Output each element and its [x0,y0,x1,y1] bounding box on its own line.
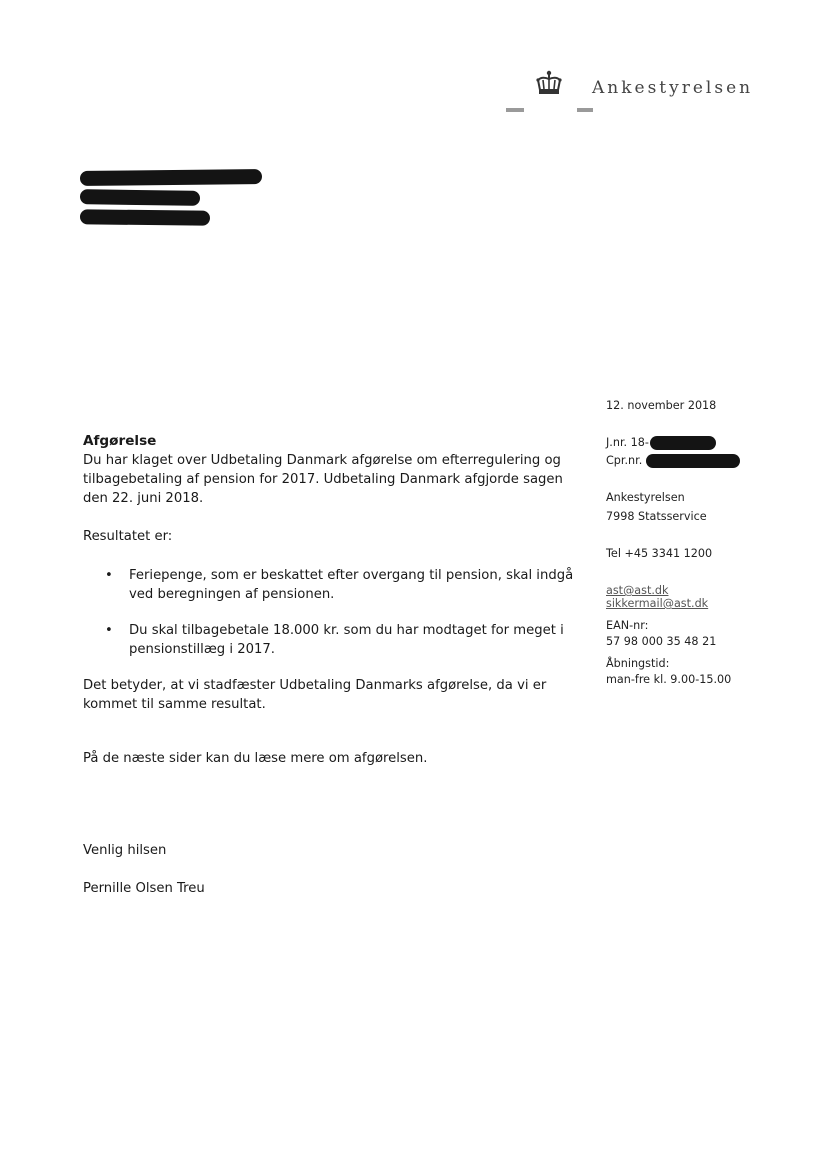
journal-number-label: J.nr. 18- [606,436,649,449]
phone-number: Tel +45 3341 1200 [606,547,713,560]
organization-logo-text: Ankestyrelsen [592,78,754,98]
sender-info-sidebar [606,398,816,688]
list-item [83,566,583,604]
letter-conclusion: Det betyder, at vi stadfæster Udbetaling Danmarks afgørelse, da vi er kommet til samme resultat. [83,678,547,712]
redaction-bar [646,454,740,468]
email-link[interactable]: ast@ast.dk [606,584,669,597]
ean-value: 57 98 000 35 48 21 [606,635,717,648]
result-text: Feriepenge, som er beskattet efter overgang til pension, skal indgå ved beregningen af pensionen. [129,568,574,602]
signature-name: Pernille Olsen Treu [83,881,205,896]
logo-decoration-right [577,108,593,112]
org-address: 7998 Statsservice [606,510,707,523]
redaction-bar [80,209,210,225]
bullet-icon: • [105,623,113,638]
bullet-icon: • [105,568,113,583]
cpr-number [606,453,816,469]
logo-decoration-left [506,108,524,112]
recipient-address-redacted [80,168,280,238]
org-name: Ankestyrelsen [606,491,685,504]
result-heading: Resultatet er: [83,529,173,544]
letter-date: 12. november 2018 [606,399,717,412]
result-text: Du skal tilbagebetale 18.000 kr. som du har modtaget for meget i pensionstillæg i 2017. [129,623,564,657]
royal-crown-icon [534,70,564,98]
redaction-bar [80,189,200,206]
more-info-text: På de næste sider kan du læse mere om afgørelsen. [83,751,428,766]
cpr-number-label: Cpr.nr. [606,454,643,467]
result-list [83,566,583,659]
letter-subject: Afgørelse [83,433,157,449]
closing-greeting: Venlig hilsen [83,843,167,858]
redaction-bar [80,169,262,186]
letter-intro: Du har klaget over Udbetaling Danmark afgørelse om efterregulering og tilbagebetaling af pension for 2017. Udbetaling Danmark afgjorde sagen den 22. juni 2018. [83,453,563,506]
secure-email-link[interactable]: sikkermail@ast.dk [606,597,709,610]
redaction-bar [650,436,716,450]
ean-label: EAN-nr: [606,619,649,632]
journal-number [606,435,816,451]
list-item [83,621,583,659]
letter-body [83,432,583,898]
opening-hours-label: Åbningstid: [606,657,670,670]
opening-hours-value: man-fre kl. 9.00-15.00 [606,673,732,686]
